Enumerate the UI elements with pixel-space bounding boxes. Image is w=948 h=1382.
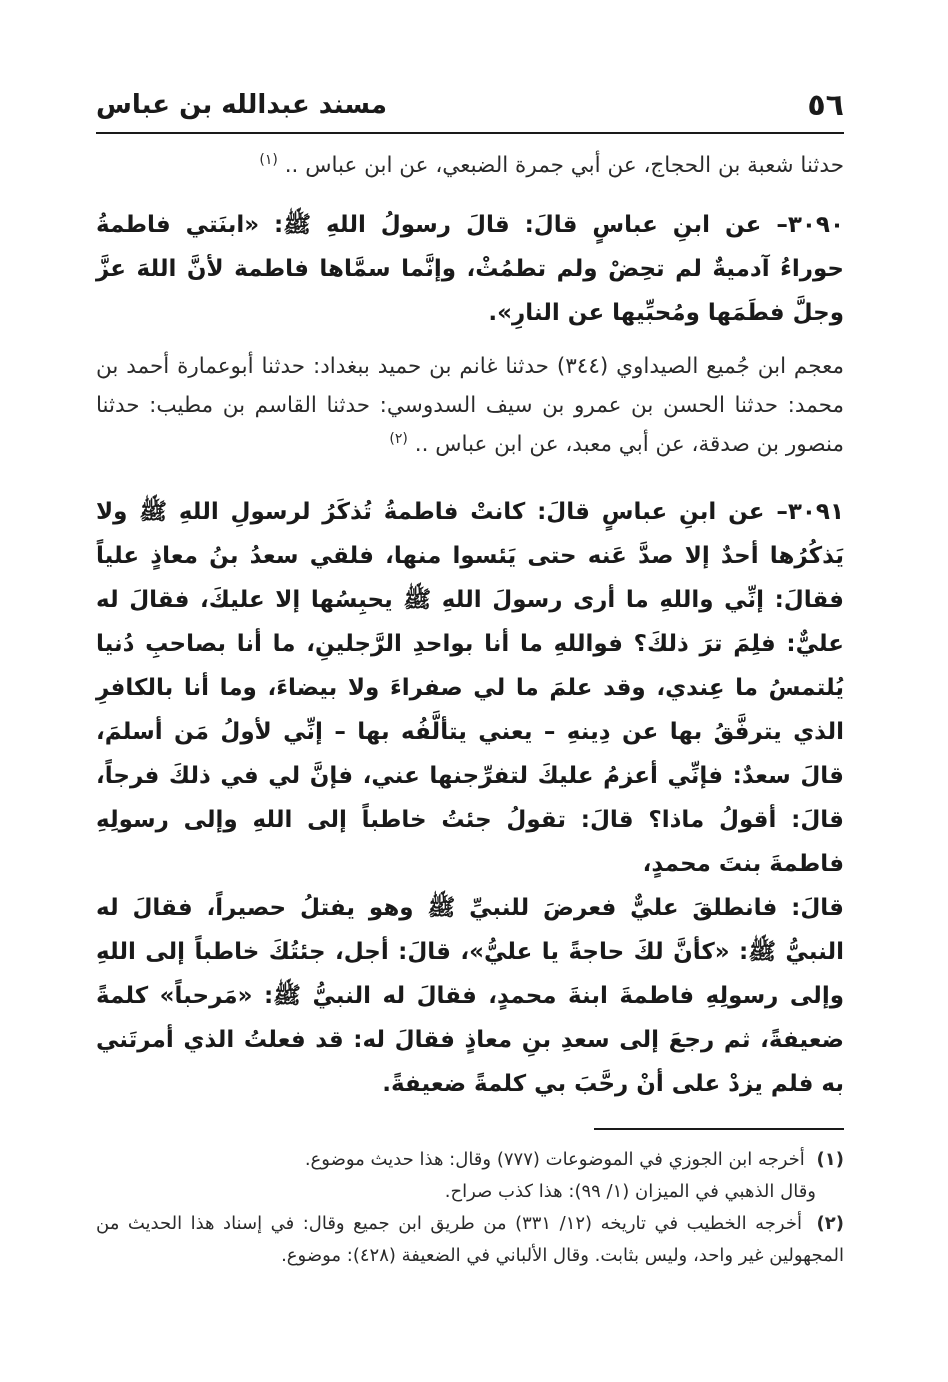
hadith-3091-paragraph-2: قالَ: فانطلقَ عليٌّ فعرضَ للنبيِّ ﷺ وهو يفتلُ حصيراً، فقالَ له النبيُّ ﷺ: «كأنَّ لكَ حاجةً يا عليُّ»، قالَ: أجل، جئتُكَ خاطباً إلى اللهِ وإلى رسولِهِ فاطمةَ ابنةَ محمدٍ، فقالَ له النبيُّ ﷺ: «مَرحباً» كلمةً ضعيفةً، ثم رجعَ إلى سعدِ بنِ معاذٍ فقالَ له: قد فعلتُ الذي أمرتَني به فلم يزدْ على أنْ رحَّبَ بي كلمةً ضعيفةً. (96, 895, 844, 1097)
hadith-3091-paragraph-1: ٣٠٩١– عن ابنِ عباسٍ قالَ: كانتْ فاطمةُ تُذكَرُ لرسولِ اللهِ ﷺ ولا يَذكُرُها أحدٌ إلا صدَّ عَنه حتى يَئسوا منها، فلقي سعدُ بنُ معاذٍ علياً فقالَ: إنِّي واللهِ ما أرى رسولَ اللهِ ﷺ يحبِسُها إلا عليكَ، فقالَ له عليٌّ: فلِمَ ترَ ذلكَ؟ فواللهِ ما أنا بواحدِ الرَّجلينِ، ما أنا بصاحبِ دُنيا يُلتمسُ ما عِندي، وقد علمَ ما لي صفراءَ ولا بيضاءَ، وما أنا بالكافرِ الذي يترفَّقُ بها عن دِينهِ – يعني يتألَّفُه بها – إنِّي لأولُ مَن أسلمَ، قالَ سعدٌ: فإنِّي أعزمُ عليكَ لتفرِّجنها عني، فإنَّ لي في ذلكَ فرجاً، قالَ: أقولُ ماذا؟ قالَ: تقولُ جئتُ خاطباً إلى اللهِ وإلى رسولِهِ فاطمةَ بنتَ محمدٍ، (96, 499, 844, 877)
footnote-1 (96, 1144, 844, 1176)
page-number: ٥٦ (807, 88, 844, 123)
book-page (96, 86, 844, 1326)
intro-source-line (96, 146, 844, 185)
footnote-separator (594, 1128, 844, 1130)
footnote-1-text: أخرجه ابن الجوزي في الموضوعات (٧٧٧) وقال: هذا حديث موضوع. (304, 1149, 805, 1170)
footnotes (96, 1144, 844, 1272)
footnote-2-number: (٢) (816, 1213, 844, 1234)
footnote-2 (96, 1208, 844, 1272)
hadith-3090: ٣٠٩٠– عن ابنِ عباسٍ قالَ: قالَ رسولُ اللهِ ﷺ: «ابنَتي فاطمةُ حوراءُ آدميةٌ لم تحِضْ ولم تطمُثْ، وإنَّما سمَّاها فاطمة لأنَّ اللهَ عزَّ وجلَّ فطَمَها ومُحبِّيها عن النارِ». (96, 212, 844, 326)
page-header (96, 86, 844, 134)
footnote-ref-1: (١) (259, 151, 278, 168)
footnote-1-number: (١) (816, 1149, 844, 1170)
footnote-2-text: أخرجه الخطيب في تاريخه (١٢/ ٣٣١) من طريق ابن جميع وقال: في إسناد هذا الحديث من المجهولين غير واحد، وليس بثابت. وقال الألباني في الضعيفة (٤٢٨): موضوع. (96, 1213, 844, 1266)
footnote-ref-2: (٢) (389, 430, 408, 447)
running-title: مسند عبدالله بن عباس (96, 90, 387, 120)
intro-source-text: حدثنا شعبة بن الحجاج، عن أبي جمرة الضبعي، عن ابن عباس .. (284, 153, 844, 178)
source-3090-text: معجم ابن جُميع الصيداوي (٣٤٤) حدثنا غانم بن حميد ببغداد: حدثنا أبوعمارة أحمد بن محمد: حدثنا الحسن بن عمرو بن سيف السدوسي: حدثنا القاسم بن مطيب: حدثنا منصور بن صدقة، عن أبي معبد، عن ابن عباس .. (96, 354, 845, 457)
footnote-1-continuation: وقال الذهبي في الميزان (١/ ٩٩): هذا كذب صراح. (444, 1181, 816, 1202)
source-3090 (96, 347, 844, 464)
